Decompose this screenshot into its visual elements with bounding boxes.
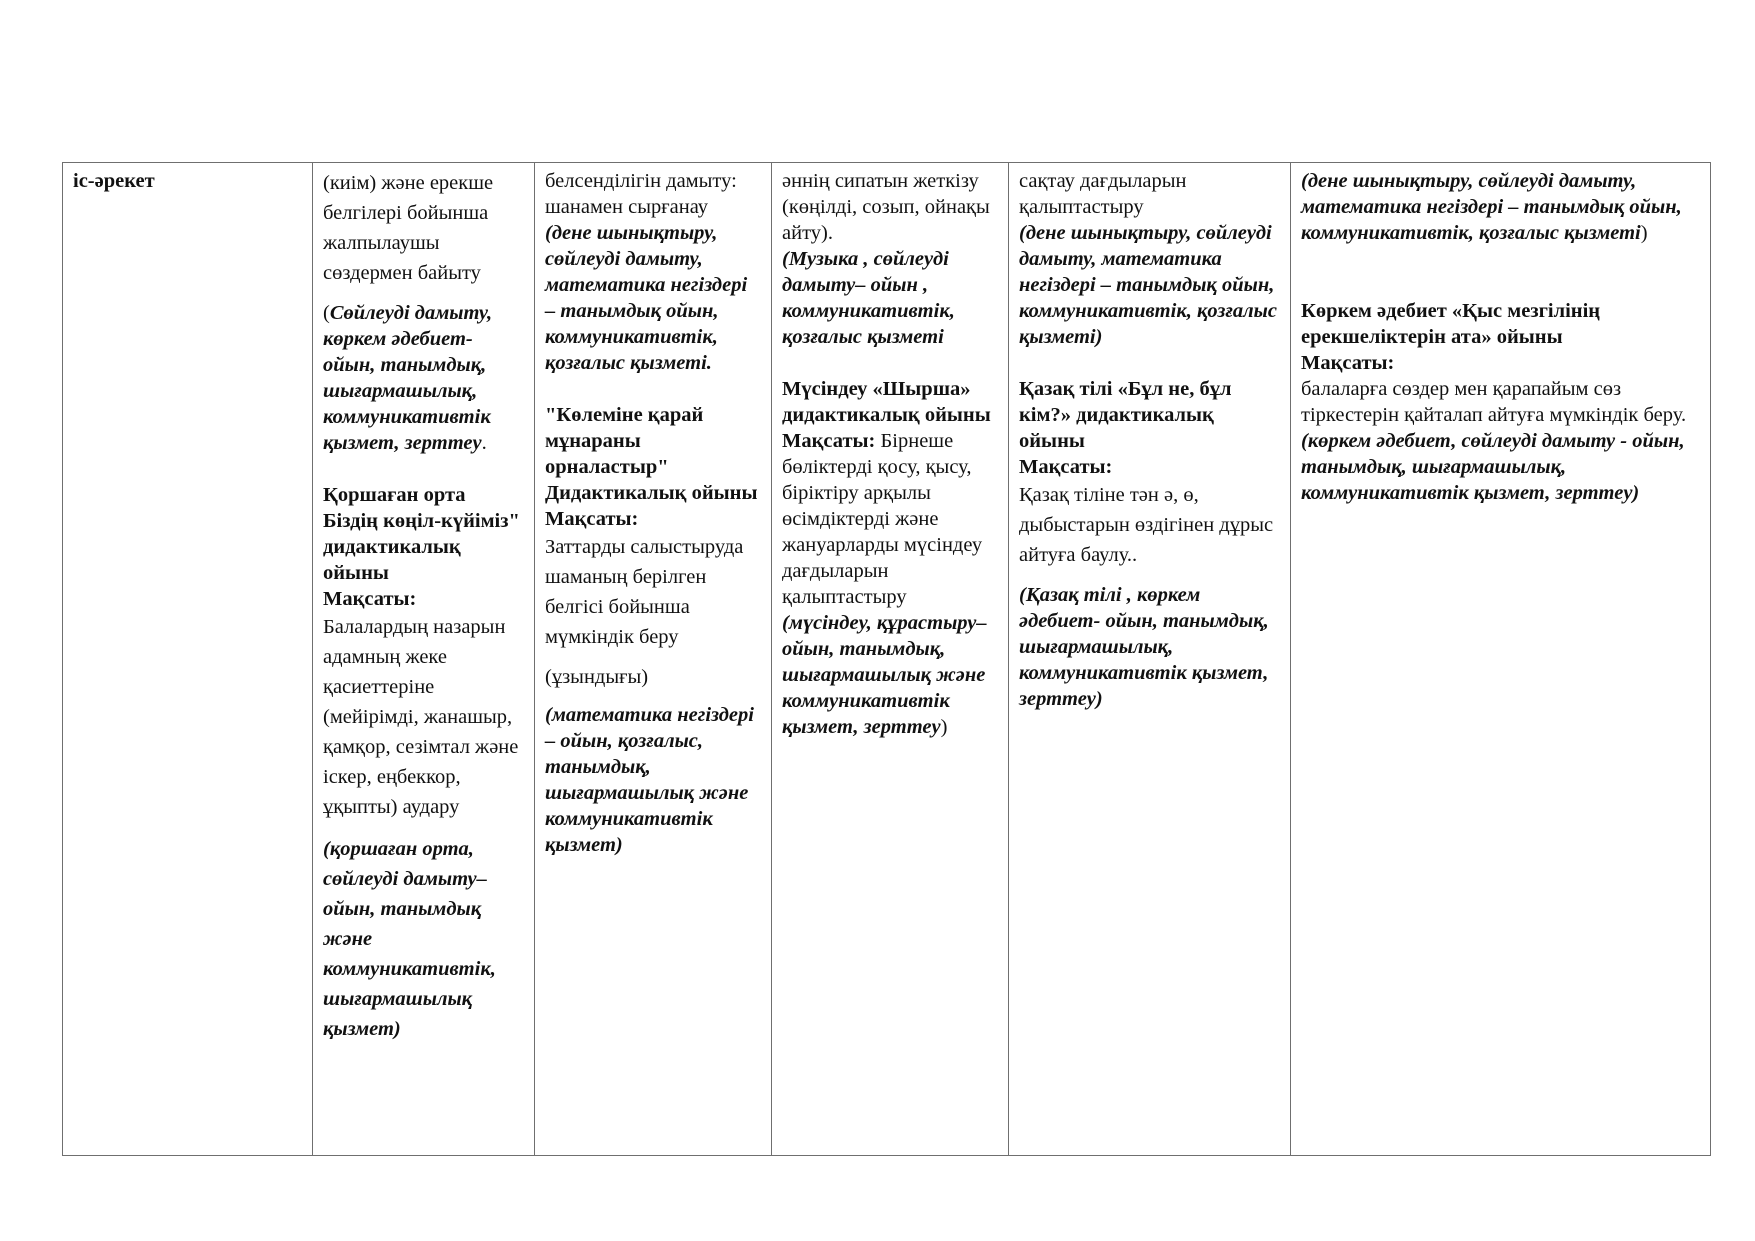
- table-row: [63, 163, 1711, 1156]
- goal-label: Мақсаты:: [1301, 352, 1395, 374]
- activity-tags: (Қазақ тілі , көркем әдебиет- ойын, танымдық, шығармашылық, коммуникативтік қызмет, зерттеу): [1019, 584, 1269, 710]
- cell-text: әннің сипатын жеткізу (көңілді, созып, ойнақы айту).: [782, 170, 990, 244]
- goal-text: Заттарды салыстыруда шаманың берілген белгісі бойынша мүмкіндік беру: [545, 536, 744, 648]
- activity-tags: (дене шынықтыру, сөйлеуді дамыту, математика негіздері – танымдық ойын, коммуникативтік, қозғалыс қызметі.: [545, 222, 748, 374]
- table-cell-3: [772, 163, 1009, 1156]
- goal-label: Мақсаты:: [782, 430, 876, 452]
- activity-tags: (дене шынықтыру, сөйлеуді дамыту, математика негіздері – танымдық ойын, коммуникативтік, қозғалыс қызметі): [1301, 170, 1682, 244]
- schedule-table: [62, 162, 1711, 1156]
- row-label-cell: [63, 163, 313, 1156]
- goal-text: Балалардың назарын адамның жеке қасиеттеріне (мейірімді, жанашыр, қамқор, сезімтал және іскер, еңбеккор, ұқыпты) аудару: [323, 616, 519, 818]
- goal-text: Қазақ тіліне тән ә, ө, дыбыстарын өздігінен дұрыс айтуға баулу..: [1019, 484, 1274, 566]
- game-title: Мүсіндеу «Шырша» дидактикалық ойыны: [782, 378, 991, 426]
- goal-text: балаларға сөздер мен қарапайым сөз тіркестерін қайталап айтуға мүмкіндік беру.: [1301, 378, 1687, 426]
- cell-text: (киім) және ерекше белгілері бойынша жалпылаушы сөздермен байыту: [323, 172, 494, 284]
- cell-note: (ұзындығы): [545, 666, 649, 688]
- table-cell-1: [313, 163, 535, 1156]
- activity-tags: (Музыка , сөйлеуді дамыту– ойын , коммуникативтік, қозғалыс қызметі: [782, 248, 955, 348]
- goal-label: Мақсаты:: [1019, 456, 1113, 478]
- cell-text: сақтау дағдыларын қалыптастыру: [1019, 170, 1187, 218]
- goal-text: Бірнеше бөліктерді қосу, қысу, біріктіру арқылы өсімдіктерді және жануарларды мүсіндеу дағдыларын қалыптастыру: [782, 430, 983, 608]
- activity-tags: (математика негіздері – ойын, қозғалыс, танымдық, шығармашылық және коммуникативтік қызмет): [545, 704, 754, 856]
- activity-tags: (мүсіндеу, құрастыру– ойын, танымдық, шығармашылық және коммуникативтік қызмет, зерттеу): [782, 612, 987, 738]
- goal-label: Мақсаты:: [323, 588, 417, 610]
- goal-line: [782, 428, 998, 610]
- activity-tags: (көркем әдебиет, сөйлеуді дамыту - ойын, танымдық, шығармашылық, коммуникативтік қызмет, зерттеу): [1301, 430, 1685, 504]
- game-title: "Көлеміне қарай мұнараны орналастыр" Дидактикалық ойыны: [545, 404, 758, 504]
- row-label: іс-әрекет: [73, 170, 155, 192]
- game-title: Қазақ тілі «Бұл не, бұл кім?» дидактикалық ойыны: [1019, 378, 1232, 452]
- table-cell-5: [1291, 163, 1711, 1156]
- cell-text: белсенділігін дамыту: шанамен сырғанау: [545, 170, 737, 218]
- game-title: Қоршаған орта Біздің көңіл-күйіміз" дидактикалық ойыны: [323, 484, 520, 584]
- goal-label: Мақсаты:: [545, 508, 639, 530]
- activity-tags: (дене шынықтыру, сөйлеуді дамыту, математика негіздері – танымдық ойын, коммуникативтік, қозғалыс қызметі): [1019, 222, 1277, 348]
- activity-tags: (қоршаған орта, сөйлеуді дамыту– ойын, танымдық және коммуникативтік, шығармашылық қызмет): [323, 838, 496, 1040]
- activity-tags: (Сөйлеуді дамыту, көркем әдебиет-ойын, танымдық, шығармашылық, коммуникативтік қызмет, зерттеу.: [323, 302, 493, 454]
- game-title: Көркем әдебиет «Қыс мезгілінің ерекшеліктерін ата» ойыны: [1301, 300, 1601, 348]
- table-cell-4: [1009, 163, 1291, 1156]
- table-cell-2: [535, 163, 772, 1156]
